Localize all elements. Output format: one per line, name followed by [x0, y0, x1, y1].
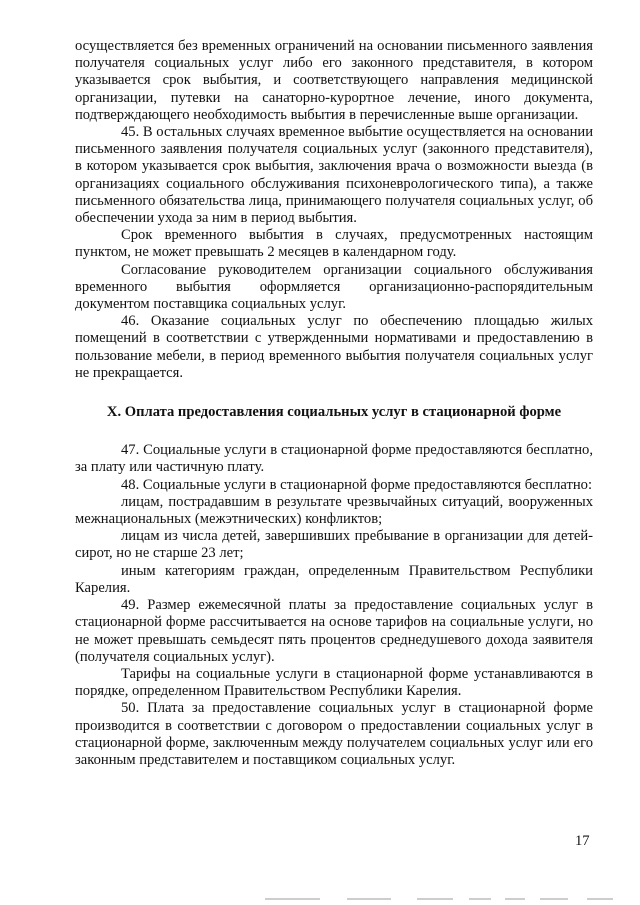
paragraph-approval: Согласование руководителем организации социального обслуживания временного выбытия оформляется организационно-распорядительным документом поставщика социальных услуг. — [75, 261, 593, 313]
paragraph-47: 47. Социальные услуги в стационарной форме предоставляются бесплатно, за плату или частичную плату. — [75, 442, 593, 476]
paragraph-48: 48. Социальные услуги в стационарной форме предоставляются бесплатно: — [121, 476, 592, 493]
list-item-other-categories: иным категориям граждан, определенным Правительством Республики Карелия. — [75, 562, 593, 596]
list-item-orphans: лицам из числа детей, завершивших пребывание в организации для детей-сирот, но не старше 23 лет; — [75, 528, 593, 562]
scan-mark-2 — [347, 898, 391, 900]
scan-mark-3 — [417, 898, 453, 900]
paragraph-tariffs: Тарифы на социальные услуги в стационарной форме устанавливаются в порядке, определенном Правительством Республики Карелия. — [75, 665, 593, 700]
paragraph-45: 45. В остальных случаях временное выбытие осуществляется на основании письменного заявления получателя социальных услуг (законного представителя), в котором указывается срок выбытия, заключения врача о возможности выезда (в организациях социального обслуживания психоневрологического типа), а также письменного обязательства лица, принимающего получателя социальных услуг, об обеспечении ухода за ним в период выбытия. — [75, 124, 593, 227]
scan-mark-7 — [587, 898, 613, 900]
document-content — [75, 38, 593, 769]
scan-mark-4 — [469, 898, 491, 900]
paragraph-continuation: осуществляется без временных ограничений на основании письменного заявления получателя социальных услуг либо его законного представителя, в котором указывается срок выбытия, и соответствующего направления медицинской организации, путевки на санаторно-курортное лечение, иного документа, подтверждающего необходимость выбытия в перечисленные выше организации. — [75, 38, 593, 123]
list-item-emergency: лицам, пострадавшим в результате чрезвычайных ситуаций, вооруженных межнациональных (межэтнических) конфликтов; — [75, 493, 593, 528]
paragraph-50: 50. Плата за предоставление социальных услуг в стационарной форме производится в соответствии с договором о предоставлении социальных услуг в стационарной форме, заключенным между получателем социальных услуг или его законным представителем и поставщиком социальных услуг. — [75, 700, 593, 768]
scan-artifact-marks — [265, 898, 625, 901]
page-number: 17 — [575, 833, 590, 849]
scan-mark-1 — [265, 898, 320, 900]
scan-mark-6 — [540, 898, 568, 900]
paragraph-exit-period: Срок временного выбытия в случаях, предусмотренных настоящим пунктом, не может превышать 2 месяцев в календарном году. — [75, 227, 593, 261]
scan-mark-5 — [505, 898, 525, 900]
paragraph-49: 49. Размер ежемесячной платы за предоставление социальных услуг в стационарной форме рассчитывается на основе тарифов на социальные услуги, но не может превышать семьдесят пять процентов среднедушевого дохода заявителя (получателя социальных услуг). — [75, 597, 593, 665]
paragraph-46: 46. Оказание социальных услуг по обеспечению площадью жилых помещений в соответствии с утвержденными нормативами и предоставлению в пользование мебели, в период временного выбытия получателя социальных услуг не прекращается. — [75, 313, 593, 381]
section-title: X. Оплата предоставления социальных услуг в стационарной форме — [106, 404, 562, 421]
